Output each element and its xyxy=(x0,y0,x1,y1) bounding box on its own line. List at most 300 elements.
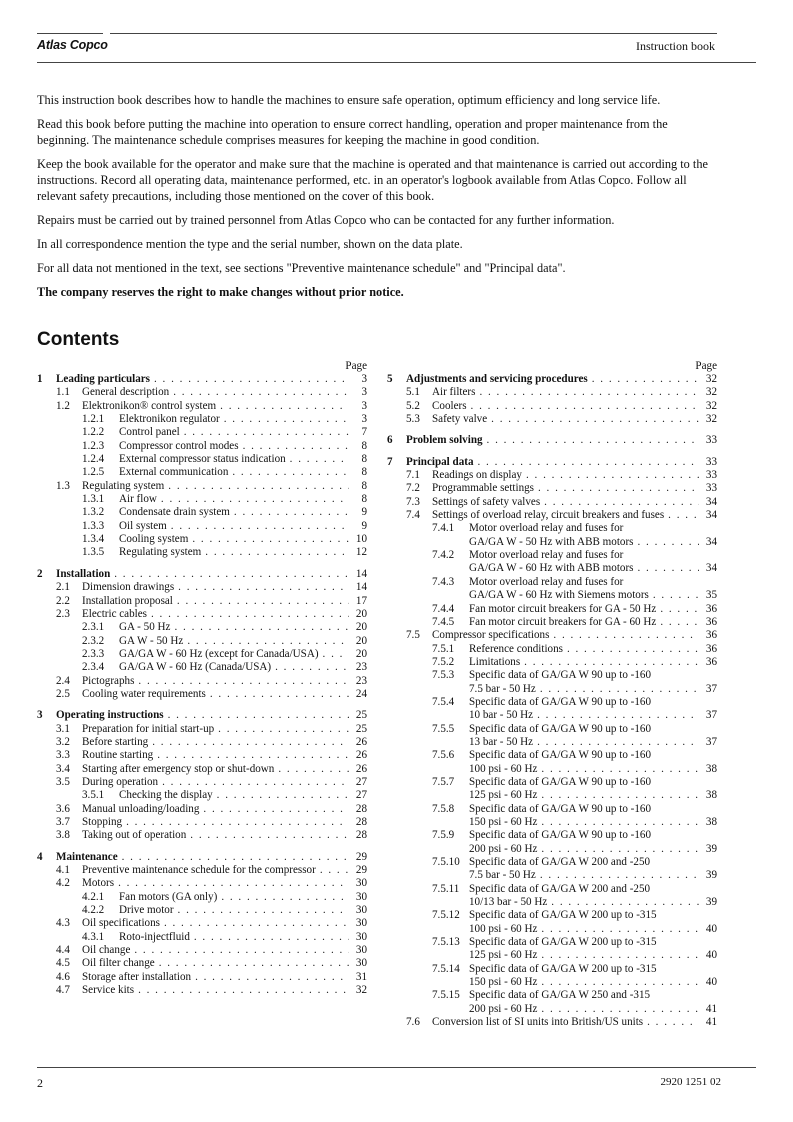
toc-entry-title: Starting after emergency stop or shut-down xyxy=(82,762,275,775)
toc-entry-number: 7.5.4 xyxy=(432,695,455,708)
toc-entry-page: 30 xyxy=(355,917,367,930)
toc-entry-page: 40 xyxy=(705,922,717,935)
toc-entry-continuation xyxy=(387,816,717,829)
toc-entry-title: Specific data of GA/GA W 200 and -250 xyxy=(469,882,651,895)
atlas-copco-logo: Atlas Copco xyxy=(37,38,108,52)
toc-entry-page: 20 xyxy=(355,607,367,620)
toc-entry-title-continued: GA/GA W - 60 Hz with ABB motors xyxy=(469,562,634,575)
toc-entry[interactable] xyxy=(37,466,367,479)
toc-entry-page: 38 xyxy=(705,789,717,802)
toc-entry-title: Specific data of GA/GA W 90 up to -160 xyxy=(469,749,651,762)
dot-leader xyxy=(323,648,349,661)
dot-leader xyxy=(210,688,349,701)
toc-entry[interactable] xyxy=(37,413,367,426)
dot-leader xyxy=(275,661,349,674)
toc-entry[interactable] xyxy=(387,749,717,762)
toc-entry-continuation xyxy=(387,976,717,989)
toc-entry-page: 9 xyxy=(361,506,367,519)
toc-entry[interactable] xyxy=(387,413,717,426)
toc-entry-number: 1.2.2 xyxy=(82,426,105,439)
toc-entry-number: 4.2 xyxy=(56,877,70,890)
toc-entry-page: 26 xyxy=(355,749,367,762)
toc-entry-title: Storage after installation xyxy=(82,970,192,983)
toc-entry-page: 25 xyxy=(355,709,367,722)
toc-entry-title: Motor overload relay and fuses for xyxy=(469,549,624,562)
toc-entry-number: 4.1 xyxy=(56,864,70,877)
dot-leader xyxy=(243,440,349,453)
dot-leader xyxy=(152,736,349,749)
toc-entry-continuation xyxy=(387,896,717,909)
dot-leader xyxy=(278,763,349,776)
toc-entry[interactable] xyxy=(387,829,717,842)
toc-entry-title-continued: 7.5 bar - 50 Hz xyxy=(469,682,536,695)
toc-entry[interactable] xyxy=(387,803,717,816)
toc-entry-page: 32 xyxy=(705,399,717,412)
header-top-rule-left xyxy=(37,33,103,34)
dot-leader xyxy=(159,957,349,970)
toc-entry-title: Specific data of GA/GA W 90 up to -160 xyxy=(469,802,651,815)
toc-entry[interactable] xyxy=(37,480,367,493)
toc-entry[interactable] xyxy=(37,608,367,621)
dot-leader xyxy=(660,616,699,629)
dot-leader xyxy=(541,816,699,829)
toc-entry[interactable] xyxy=(37,789,367,802)
toc-entry-page: 27 xyxy=(355,775,367,788)
toc-entry-number: 7.4.2 xyxy=(432,549,455,562)
toc-entry[interactable] xyxy=(37,877,367,890)
dot-leader xyxy=(668,509,699,522)
toc-entry-title: Problem solving xyxy=(406,434,483,447)
toc-entry-title-continued: 13 bar - 50 Hz xyxy=(469,735,534,748)
dot-leader xyxy=(290,453,349,466)
toc-entry-number: 1.3.1 xyxy=(82,493,105,506)
toc-entry-title: Compressor specifications xyxy=(432,629,550,642)
toc-entry-number: 1.1 xyxy=(56,386,70,399)
toc-entry-number: 7.4.5 xyxy=(432,615,455,628)
toc-entry-number: 7.4.4 xyxy=(432,602,455,615)
toc-entry-page: 39 xyxy=(705,869,717,882)
toc-entry-page: 23 xyxy=(355,674,367,687)
toc-entry-number: 5.2 xyxy=(406,399,420,412)
toc-entry-page: 3 xyxy=(361,413,367,426)
toc-entry[interactable] xyxy=(37,891,367,904)
toc-entry-page: 33 xyxy=(705,434,717,447)
toc-entry-title: Drive motor xyxy=(119,904,174,917)
dot-leader xyxy=(187,635,349,648)
toc-entry-title: External communication xyxy=(119,466,229,479)
toc-entry-number: 3.3 xyxy=(56,749,70,762)
dot-leader xyxy=(541,976,699,989)
toc-entry-number: 7.1 xyxy=(406,469,420,482)
toc-entry-page: 37 xyxy=(705,735,717,748)
toc-entry-number: 3.7 xyxy=(56,816,70,828)
toc-entry-title-continued: GA/GA W - 60 Hz with Siemens motors xyxy=(469,589,649,602)
toc-entry-page: 26 xyxy=(355,762,367,775)
header-rule xyxy=(37,62,756,63)
toc-entry[interactable] xyxy=(37,944,367,957)
intro-paragraph: For all data not mentioned in the text, see sections "Preventive maintenance schedule" and "Principal data". xyxy=(37,261,566,275)
toc-entry-number: 7.3 xyxy=(406,495,420,508)
toc-entry-page: 33 xyxy=(705,469,717,482)
intro-paragraph: In all correspondence mention the type and the serial number, shown on the data plate. xyxy=(37,237,463,251)
toc-entry-number: 3.8 xyxy=(56,829,70,842)
dot-leader xyxy=(544,496,699,509)
toc-entry-title-continued: 150 psi - 60 Hz xyxy=(469,976,538,989)
toc-entry-page: 34 xyxy=(705,495,717,508)
toc-entry[interactable] xyxy=(37,546,367,559)
header-title: Instruction book xyxy=(636,39,715,53)
toc-entry-page: 17 xyxy=(355,594,367,607)
toc-entry[interactable] xyxy=(387,989,717,1002)
toc-entry-continuation xyxy=(387,562,717,575)
toc-entry-number: 7.5.10 xyxy=(432,856,460,869)
dot-leader xyxy=(541,789,699,802)
toc-entry-number: 3.4 xyxy=(56,762,70,775)
toc-entry-title: Settings of overload relay, circuit breakers and fuses xyxy=(432,509,665,522)
toc-entry[interactable] xyxy=(387,656,717,669)
toc-entry[interactable] xyxy=(387,883,717,896)
toc-entry-title: Specific data of GA/GA W 90 up to -160 xyxy=(469,829,651,842)
toc-entry-number: 2.1 xyxy=(56,581,70,594)
toc-entry-number: 3.6 xyxy=(56,802,70,815)
dot-leader xyxy=(178,581,349,594)
toc-entry[interactable] xyxy=(387,629,717,642)
toc-entry-number: 4.3 xyxy=(56,917,70,930)
toc-entry-title: Specific data of GA/GA W 90 up to -160 xyxy=(469,775,651,788)
toc-entry[interactable] xyxy=(387,643,717,656)
toc-entry[interactable] xyxy=(37,931,367,944)
toc-entry-page: 38 xyxy=(705,816,717,828)
toc-entry-title: Specific data of GA/GA W 200 and -250 xyxy=(469,856,651,869)
toc-entry[interactable] xyxy=(387,776,717,789)
toc-entry[interactable] xyxy=(37,688,367,701)
dot-leader xyxy=(478,456,700,469)
toc-entry[interactable] xyxy=(37,984,367,997)
toc-entry-page: 36 xyxy=(705,602,717,615)
toc-entry[interactable] xyxy=(387,386,717,399)
toc-entry-page: 34 xyxy=(705,535,717,548)
toc-entry-title: GA - 50 Hz xyxy=(119,621,171,634)
toc-entry-number: 2.3.2 xyxy=(82,634,105,647)
page-column-label: Page xyxy=(345,360,367,372)
toc-entry[interactable] xyxy=(37,426,367,439)
toc-entry[interactable] xyxy=(37,533,367,546)
toc-entry-title: Conversion list of SI units into British/US units xyxy=(432,1016,644,1029)
dot-leader xyxy=(138,675,349,688)
toc-entry-number: 7.2 xyxy=(406,482,420,495)
toc-entry[interactable] xyxy=(387,723,717,736)
toc-entry-title: Manual unloading/loading xyxy=(82,802,200,815)
toc-entry[interactable] xyxy=(37,675,367,688)
footer-rule xyxy=(37,1067,756,1068)
toc-entry-title: Preparation for initial start-up xyxy=(82,722,215,735)
toc-entry-page: 20 xyxy=(355,647,367,660)
toc-entry[interactable] xyxy=(37,506,367,519)
dot-leader xyxy=(190,829,349,842)
toc-entry-number: 4.2.2 xyxy=(82,904,105,917)
toc-entry-title: Specific data of GA/GA W 90 up to -160 xyxy=(469,722,651,735)
toc-entry[interactable] xyxy=(37,386,367,399)
toc-entry-number: 7.4.3 xyxy=(432,575,455,588)
toc-entry-number: 4.5 xyxy=(56,957,70,970)
toc-entry[interactable] xyxy=(387,400,717,413)
toc-entry-page: 27 xyxy=(355,789,367,802)
dot-leader xyxy=(138,984,349,997)
toc-entry[interactable] xyxy=(37,373,367,386)
dot-leader xyxy=(168,480,349,493)
toc-entry-title: Preventive maintenance schedule for the compressor xyxy=(82,864,316,877)
dot-leader xyxy=(173,386,349,399)
toc-entry-page: 30 xyxy=(355,904,367,917)
toc-entry-title: Motor overload relay and fuses for xyxy=(469,575,624,588)
toc-entry[interactable] xyxy=(387,456,717,469)
toc-entry-title: Motor overload relay and fuses for xyxy=(469,522,624,535)
dot-leader xyxy=(540,683,699,696)
toc-entry-page: 24 xyxy=(355,687,367,700)
toc-entry-page: 39 xyxy=(705,896,717,909)
toc-entry-title: Checking the display xyxy=(119,789,213,802)
dot-leader xyxy=(134,944,349,957)
toc-entry-page: 30 xyxy=(355,957,367,970)
toc-entry[interactable] xyxy=(37,493,367,506)
dot-leader xyxy=(184,426,349,439)
toc-entry[interactable] xyxy=(387,696,717,709)
dot-leader xyxy=(126,816,349,829)
toc-entry[interactable] xyxy=(37,723,367,736)
toc-entry[interactable] xyxy=(37,957,367,970)
toc-entry-number: 4.3.1 xyxy=(82,930,105,943)
page-number: 2 xyxy=(37,1076,43,1090)
toc-entry-number: 4.6 xyxy=(56,970,70,983)
toc-entry-page: 37 xyxy=(705,709,717,722)
dot-leader xyxy=(538,482,699,495)
intro-paragraph: This instruction book describes how to handle the machines to ensure safe operation, optimum efficiency and long service life. xyxy=(37,93,661,107)
page-column-label: Page xyxy=(695,360,717,372)
toc-entry[interactable] xyxy=(387,469,717,482)
toc-entry-title-continued: 100 psi - 60 Hz xyxy=(469,762,538,775)
dot-leader xyxy=(174,621,349,634)
toc-entry-page: 34 xyxy=(705,509,717,522)
toc-entry[interactable] xyxy=(387,509,717,522)
toc-entry-number: 1 xyxy=(37,373,43,385)
toc-entry[interactable] xyxy=(37,709,367,722)
toc-entry-title: Fan motor circuit breakers for GA - 60 Hz xyxy=(469,615,657,628)
toc-entry-page: 20 xyxy=(355,634,367,647)
toc-entry[interactable] xyxy=(387,434,717,447)
toc-entry-page: 36 xyxy=(705,642,717,655)
toc-entry-page: 32 xyxy=(705,413,717,426)
toc-entry-title: Principal data xyxy=(406,455,474,468)
toc-entry-title-continued: 10 bar - 50 Hz xyxy=(469,709,534,722)
toc-entry-title: Specific data of GA/GA W 200 up to -315 xyxy=(469,962,657,975)
toc-entry-number: 7.4.1 xyxy=(432,522,455,535)
toc-entry-number: 1.3.3 xyxy=(82,519,105,532)
toc-entry[interactable] xyxy=(37,635,367,648)
toc-entry-title: Reference conditions xyxy=(469,642,563,655)
toc-entry-title: Oil filter change xyxy=(82,957,155,970)
toc-entry-title: Motors xyxy=(82,877,115,890)
toc-entry-title: Leading particulars xyxy=(56,373,150,385)
dot-leader xyxy=(234,506,349,519)
dot-leader xyxy=(567,643,699,656)
toc-entry[interactable] xyxy=(387,616,717,629)
dot-leader xyxy=(541,949,699,962)
toc-entry-title: Programmable settings xyxy=(432,482,534,495)
toc-entry-continuation xyxy=(387,869,717,882)
toc-entry[interactable] xyxy=(37,749,367,762)
toc-entry-title: Regulating system xyxy=(119,546,202,559)
toc-entry-number: 7.5.2 xyxy=(432,655,455,668)
toc-entry-number: 7.5 xyxy=(406,629,420,642)
toc-entry-number: 2.4 xyxy=(56,674,70,687)
toc-entry-title: Operating instructions xyxy=(56,709,164,722)
dot-leader xyxy=(205,546,349,559)
toc-entry-number: 2.3 xyxy=(56,607,70,620)
toc-entry-title: Electric cables xyxy=(82,607,147,620)
toc-entry-number: 2.3.1 xyxy=(82,621,105,634)
toc-entry[interactable] xyxy=(37,440,367,453)
toc-entry[interactable] xyxy=(387,373,717,386)
toc-entry-number: 7.5.3 xyxy=(432,669,455,682)
notice-paragraph: The company reserves the right to make changes without prior notice. xyxy=(37,285,404,299)
toc-entry[interactable] xyxy=(37,621,367,634)
dot-leader xyxy=(526,469,699,482)
toc-entry-title-continued: 7.5 bar - 50 Hz xyxy=(469,869,536,882)
toc-entry-title: Oil system xyxy=(119,519,167,532)
dot-leader xyxy=(320,864,349,877)
toc-entry[interactable] xyxy=(37,520,367,533)
dot-leader xyxy=(553,629,699,642)
toc-entry[interactable] xyxy=(37,851,367,864)
toc-entry-title: Air filters xyxy=(432,386,476,399)
dot-leader xyxy=(218,723,349,736)
toc-entry[interactable] xyxy=(37,917,367,930)
toc-entry[interactable] xyxy=(387,482,717,495)
toc-entry-number: 7.5.13 xyxy=(432,936,460,949)
toc-entry[interactable] xyxy=(387,603,717,616)
toc-entry[interactable] xyxy=(37,648,367,661)
toc-entry-page: 34 xyxy=(705,562,717,575)
toc-entry[interactable] xyxy=(387,936,717,949)
toc-entry[interactable] xyxy=(37,803,367,816)
toc-entry-continuation xyxy=(387,949,717,962)
toc-entry-title: Installation proposal xyxy=(82,594,173,607)
toc-entry-title: Specific data of GA/GA W 250 and -315 xyxy=(469,989,651,1002)
dot-leader xyxy=(157,749,349,762)
toc-entry[interactable] xyxy=(37,595,367,608)
toc-entry-title: Coolers xyxy=(432,399,467,412)
dot-leader xyxy=(647,1016,699,1029)
dot-leader xyxy=(637,536,699,549)
toc-entry-page: 8 xyxy=(361,493,367,506)
toc-entry[interactable] xyxy=(387,1016,717,1029)
dot-leader xyxy=(537,709,699,722)
toc-entry-number: 7.5.8 xyxy=(432,802,455,815)
toc-entry-page: 32 xyxy=(355,984,367,997)
toc-entry-title: Elektronikon regulator xyxy=(119,413,220,426)
toc-entry-title: Specific data of GA/GA W 90 up to -160 xyxy=(469,669,651,682)
toc-entry-title-continued: 125 psi - 60 Hz xyxy=(469,789,538,802)
toc-entry-page: 38 xyxy=(705,762,717,775)
toc-entry-page: 3 xyxy=(361,386,367,399)
toc-entry-number: 1.3.5 xyxy=(82,546,105,559)
dot-leader xyxy=(541,1003,699,1016)
toc-entry-title: Cooling system xyxy=(119,533,189,546)
toc-entry[interactable] xyxy=(387,522,717,535)
toc-entry[interactable] xyxy=(37,661,367,674)
dot-leader xyxy=(524,656,699,669)
toc-entry-title: Pictographs xyxy=(82,674,135,687)
toc-entry[interactable] xyxy=(387,856,717,869)
toc-entry-title: Stopping xyxy=(82,816,123,828)
toc-entry-number: 2 xyxy=(37,567,43,580)
dot-leader xyxy=(203,803,349,816)
dot-leader xyxy=(471,400,699,413)
toc-entry-number: 7.5.14 xyxy=(432,962,460,975)
toc-entry[interactable] xyxy=(387,549,717,562)
toc-entry[interactable] xyxy=(37,971,367,984)
dot-leader xyxy=(194,931,349,944)
toc-entry[interactable] xyxy=(387,496,717,509)
toc-entry[interactable] xyxy=(37,581,367,594)
toc-entry-number: 7.5.5 xyxy=(432,722,455,735)
toc-entry-page: 29 xyxy=(355,864,367,877)
dot-leader xyxy=(487,434,699,447)
toc-entry-continuation xyxy=(387,763,717,776)
toc-entry-title: Fan motors (GA only) xyxy=(119,890,218,903)
toc-entry[interactable] xyxy=(37,829,367,842)
toc-entry[interactable] xyxy=(37,864,367,877)
dot-leader xyxy=(171,520,349,533)
toc-entry[interactable] xyxy=(37,453,367,466)
toc-entry-number: 1.2.5 xyxy=(82,466,105,479)
toc-entry-page: 25 xyxy=(355,722,367,735)
toc-entry-title: General description xyxy=(82,386,170,399)
dot-leader xyxy=(118,877,349,890)
toc-entry[interactable] xyxy=(387,669,717,682)
toc-entry[interactable] xyxy=(387,576,717,589)
document-number: 2920 1251 02 xyxy=(660,1076,721,1088)
toc-entry[interactable] xyxy=(37,776,367,789)
toc-entry[interactable] xyxy=(387,963,717,976)
toc-entry-number: 7.6 xyxy=(406,1016,420,1029)
intro-paragraph: Repairs must be carried out by trained personnel from Atlas Copco who can be contacted for any further information. xyxy=(37,213,615,227)
toc-entry-page: 29 xyxy=(355,850,367,863)
toc-entry-page: 35 xyxy=(705,589,717,602)
toc-entry[interactable] xyxy=(37,763,367,776)
toc-entry-title: Specific data of GA/GA W 200 up to -315 xyxy=(469,909,657,922)
toc-entry[interactable] xyxy=(37,904,367,917)
toc-entry-page: 40 xyxy=(705,949,717,962)
dot-leader xyxy=(221,891,349,904)
toc-entry-title: Safety valve xyxy=(432,413,488,426)
toc-entry-page: 8 xyxy=(361,453,367,466)
toc-entry-title: Routine starting xyxy=(82,749,154,762)
toc-entry-page: 8 xyxy=(361,466,367,479)
toc-entry-page: 3 xyxy=(361,373,367,385)
toc-entry-title: Readings on display xyxy=(432,469,522,482)
contents-title: Contents xyxy=(37,329,120,350)
toc-entry[interactable] xyxy=(37,568,367,581)
toc-entry[interactable] xyxy=(387,909,717,922)
toc-entry-page: 14 xyxy=(355,567,367,580)
toc-entry[interactable] xyxy=(37,400,367,413)
toc-entry[interactable] xyxy=(37,816,367,829)
toc-entry[interactable] xyxy=(37,736,367,749)
toc-entry-page: 36 xyxy=(705,655,717,668)
toc-entry-title: GA/GA W - 60 Hz (except for Canada/USA) xyxy=(119,647,319,660)
dot-leader xyxy=(592,373,699,386)
